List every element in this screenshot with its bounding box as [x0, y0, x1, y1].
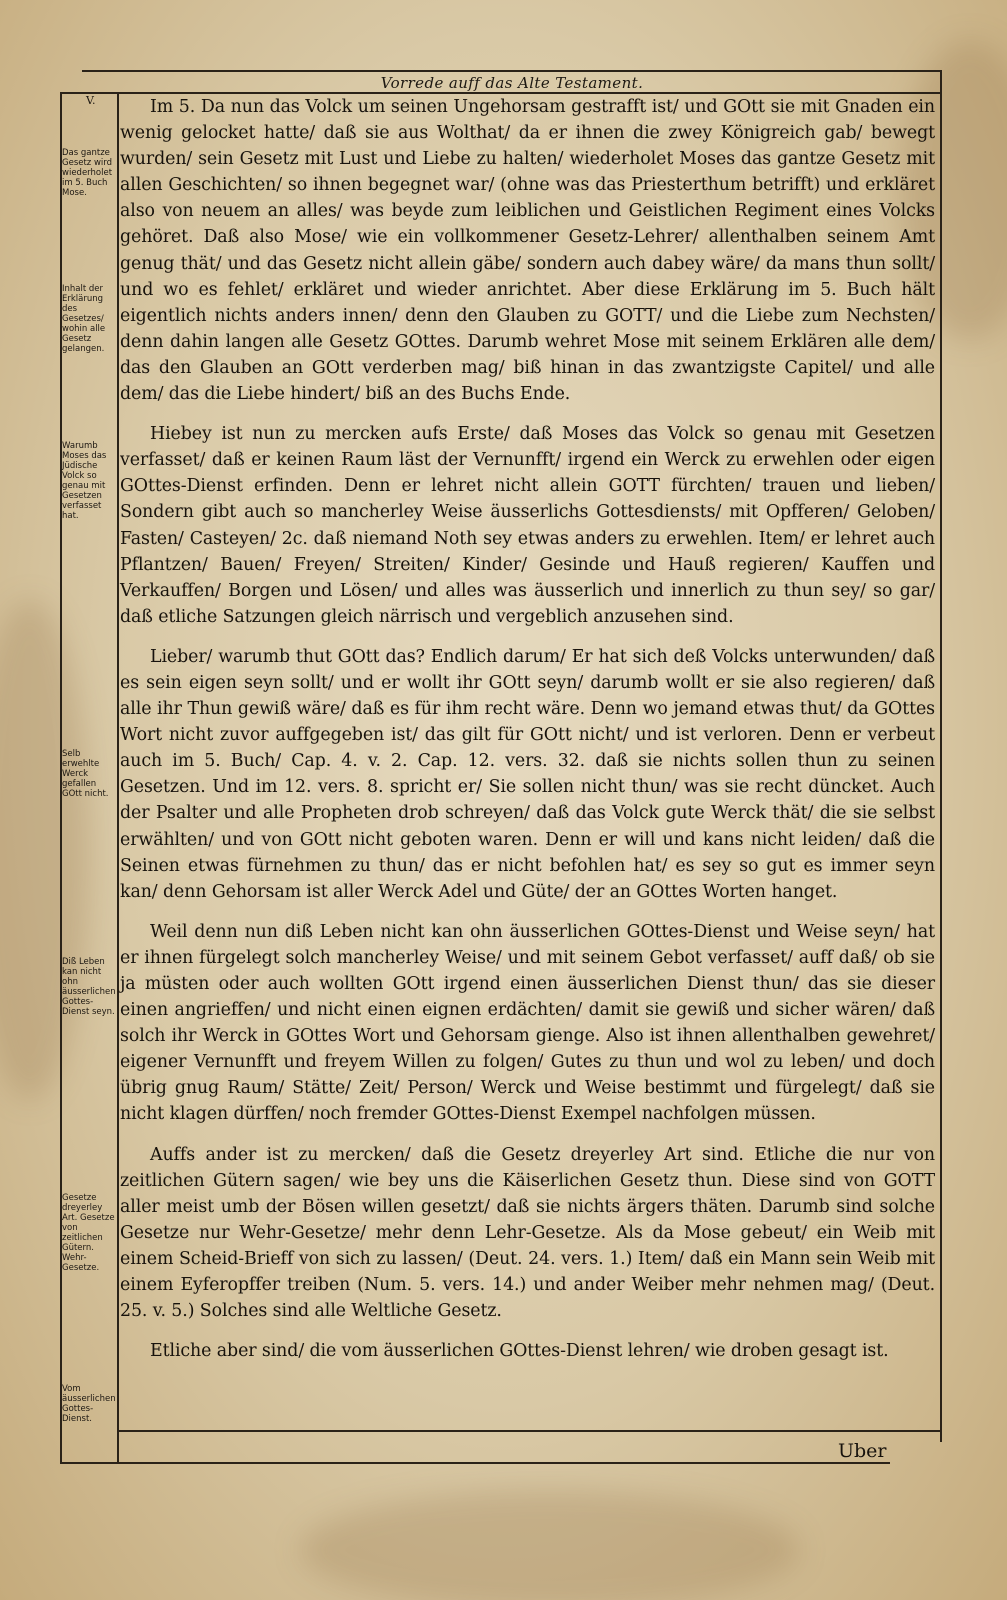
margin-note: Gesetze dreyerley Art. Gesetze von zeitlichen Gütern. Wehr-Gesetze.: [62, 1193, 115, 1273]
paragraph: Auffs ander ist zu mercken/ daß die Gesetz dreyerley Art sind. Etliche die nur von zeitlichen Gütern sagen/ wie bey uns die Käiserlichen Gesetz thun. Diese sind von GOTT aller meist umb der Bösen willen gesetzt/ daß sie nichts ärgers thäten. Darumb sind solche Gesetze nur Wehr-Gesetze/ mehr denn Lehr-Gesetze. Als da Mose gebeut/ ein Weib mit einem Scheid-Brieff von sich zu lassen/ (Deut. 24. vers. 1.) Item/ daß ein Mann sein Weib mit einem Eyferopffer treiben (Num. 5. vers. 14.) und ander Weiber mehr nehmen mag/ (Deut. 25. v. 5.) Solches sind alle Weltliche Gesetz.: [120, 1144, 935, 1322]
margin-note: Inhalt der Erklärung des Gesetzes/ wohin alle Gesetz gelangen.: [62, 284, 106, 354]
paper-stain: [300, 1490, 800, 1600]
running-header: [82, 70, 942, 94]
paragraph: Etliche aber sind/ die vom äusserlichen GOttes-Dienst lehren/ wie droben gesagt ist.: [150, 1341, 889, 1362]
bottom-rule: [60, 1462, 890, 1464]
main-text: [120, 94, 935, 1378]
header-title: Vorrede auff das Alte Testament.: [380, 74, 644, 92]
margin-note: Das gantze Gesetz wird wiederholet im 5. Buch Mose.: [62, 148, 113, 198]
paper-stain: [0, 600, 90, 1100]
paragraph: Weil denn nun diß Leben nicht kan ohn äusserlichen GOttes-Dienst und Weise seyn/ hat er ihnen fürgelegt solch mancherley Weise/ und mit seinem Gebot verfasset/ auff daß/ ob sie ja müsten oder auch wollten GOtt irgend einen äusserlichen Dienst thun/ das sie dieser einen angrieffen/ und nicht einen eignen erdächten/ damit sie gewiß und sicher wären/ daß solch ihr Werck in GOttes Wort und Gehorsam gienge. Also ist ihnen allenthalben gewehret/ eigener Vernunfft und freyem Willen zu folgen/ Gutes zu thun und wol zu leben/ und doch übrig gnug Raum/ Stätte/ Zeit/ Person/ Werck und Weise bestimmt und fürgelegt/ daß sie nicht klagen dürffen/ noch fremder GOttes-Dienst Exempel nachfolgen müssen.: [120, 921, 935, 1125]
paragraph: Hiebey ist nun zu mercken aufs Erste/ daß Moses das Volck so genau mit Gesetzen verfasset/ daß er keinen Raum läst der Vernunfft/ irgend ein Werck zu erwehlen oder eigen GOttes-Dienst erfinden. Denn er lehret nicht allein GOTT fürchten/ trauen und lieben/ Sondern gibt auch so mancherley Weise äusserlichs Gottesdiensts/ mit Opfferen/ Geloben/ Fasten/ Casteyen/ 2c. daß niemand Noth sey etwas anders zu erwehlen. Item/ er lehret auch Pflantzen/ Bauen/ Freyen/ Streiten/ Kinder/ Gesinde und Hauß regieren/ Kauffen und Verkauffen/ Borgen und Lösen/ und alles was äusserlich und innerlich zu thun sey/ so gar/ daß etliche Satzungen gleich närrisch und vergeblich anzusehen sind.: [120, 424, 935, 627]
margin-note: Vom äusserlichen Gottes-Dienst.: [62, 1384, 116, 1424]
catchword: Uber: [838, 1440, 887, 1462]
paragraph: Lieber/ warumb thut GOtt das? Endlich darum/ Er hat sich deß Volcks unterwunden/ daß es sein eigen seyn sollt/ und er wollt ihr GOtt seyn/ darumb wollt er sie also regieren/ daß alle ihr Thun gewiß wäre/ daß es für ihm recht wäre. Denn wo jemand etwas thut/ da GOttes Wort nicht zuvor auffgegeben ist/ das gilt für GOtt nicht/ und ist verloren. Denn er verbeut auch im 5. Buch/ Cap. 4. v. 2. Cap. 12. vers. 32. daß sie nichts sollen thun zu seinen Gesetzen. Und im 12. vers. 8. spricht er/ Sie sollen nicht thun/ was sie recht düncket. Auch der Psalter und alle Propheten drob schreyen/ daß das Volck gute Werck thät/ die sie selbst erwählten/ und von GOtt nicht geboten waren. Denn er will und kans nicht leiden/ daß die Seinen etwas fürnehmen zu thun/ das er nicht befohlen hat/ es sey so gut es immer seyn kan/ denn Gehorsam ist aller Werck Adel und Güte/ der an GOttes Worten hanget.: [120, 646, 935, 902]
margin-column-rule: [117, 92, 119, 1464]
footer-rule: [117, 1430, 942, 1432]
margin-note: Warumb Moses das Jüdische Volck so genau mit Gesetzen verfasset hat.: [62, 441, 107, 521]
page-marker: V.: [86, 94, 96, 107]
outer-right-rule: [940, 70, 942, 1442]
margin-note: Diß Leben kan nicht ohn äusserlichen Gottes-Dienst seyn.: [62, 957, 116, 1017]
margin-note: Selb erwehlte Werck gefallen GOtt nicht.: [62, 749, 109, 799]
paragraph: Im 5. Da nun das Volck um seinen Ungehorsam gestrafft ist/ und GOtt sie mit Gnaden ein wenig gelocket hatte/ daß sie aus Wolthat/ da er ihnen die zwey Königreich gab/ bewegt wurden/ sein Gesetz mit Lust und Liebe zu halten/ wiederholet Moses das gantze Gesetz mit allen Geschichten/ so ihnen begegnet war/ (ohne was das Priesterthum betrifft) und erkläret also von neuem an alles/ was beyde zum leiblichen und Geistlichen Regiment eines Volcks gehöret. Daß also Mose/ wie ein vollkommener Gesetz-Lehrer/ allenthalben seinem Amt genug thät/ und das Gesetz nicht allein gäbe/ sondern auch dabey wäre/ da mans thun sollt/ und wo es fehlet/ erkläret und wieder anrichtet. Aber diese Erklärung im 5. Buch hält eigentlich nichts anders innen/ denn den Glauben zu GOTT/ und die Liebe zum Nechsten/ denn dahin langen alle Gesetz GOttes. Darumb wehret Mose mit seinem Erklären alle dem/ das den Glauben an GOtt verderben mag/ biß hinan in das zwantzigste Capitel/ und alle dem/ das die Liebe hindert/ biß an des Buchs Ende.: [120, 97, 935, 405]
